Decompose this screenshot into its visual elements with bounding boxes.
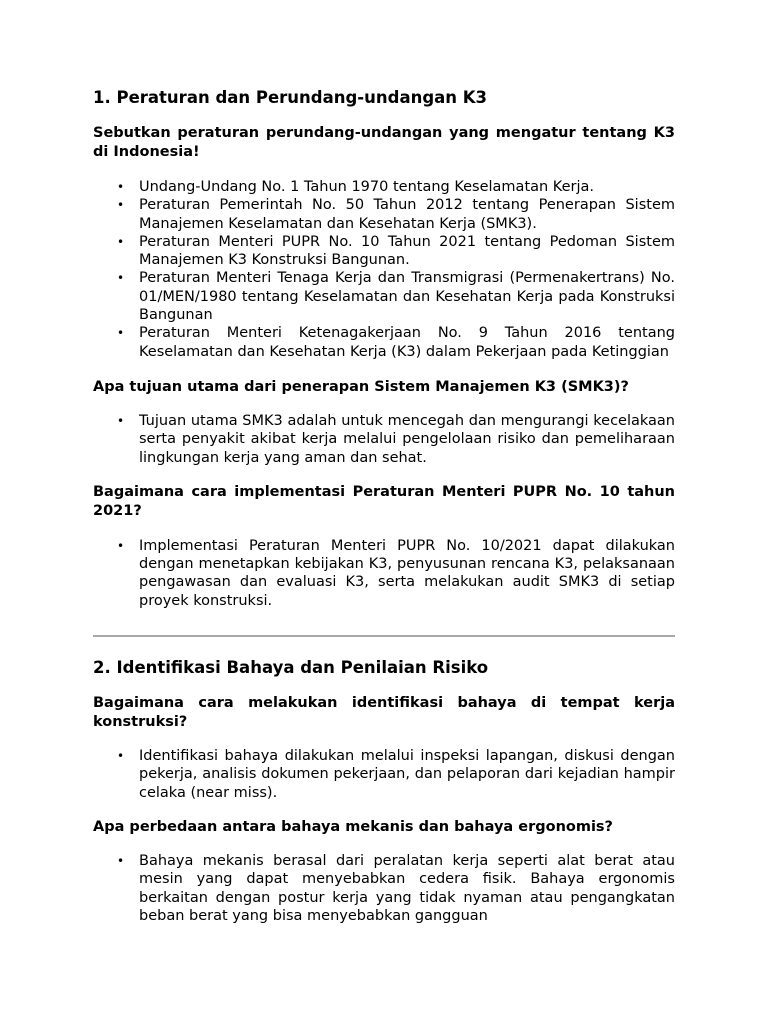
list-item: • Undang-Undang No. 1 Tahun 1970 tentang Keselamatan Kerja. [139,178,675,196]
answer-list-1-3 [93,537,675,610]
answer-list-2-2 [93,852,675,925]
answer-list-1-2 [93,412,675,467]
answer-list-1-1 [93,178,675,361]
list-item: • Tujuan utama SMK3 adalah untuk mencegah dan mengurangi kecelakaan serta penyakit akibat kerja melalui pengelolaan risiko dan pemeliharaan lingkungan kerja yang aman dan sehat. [139,412,675,467]
section-divider [93,635,675,637]
question-1-1: Sebutkan peraturan perundang-undangan yang mengatur tentang K3 di Indonesia! [93,125,675,160]
section-2-title: 2. Identifikasi Bahaya dan Penilaian Risiko [93,658,489,678]
question-1-3: Bagaimana cara implementasi Peraturan Menteri PUPR No. 10 tahun 2021? [93,483,675,519]
question-2-2: Apa perbedaan antara bahaya mekanis dan bahaya ergonomis? [93,818,613,835]
list-item: • Peraturan Menteri PUPR No. 10 Tahun 2021 tentang Pedoman Sistem Manajemen K3 Konstruksi Bangunan. [139,233,675,270]
list-item: • Identifikasi bahaya dilakukan melalui inspeksi lapangan, diskusi dengan pekerja, analisis dokumen pekerjaan, dan pelaporan dari kejadian hampir celaka (near miss). [139,747,675,802]
list-item: • Peraturan Menteri Ketenagakerjaan No. 9 Tahun 2016 tentang Keselamatan dan Kesehatan Kerja (K3) dalam Pekerjaan pada Ketinggian [139,324,675,361]
list-item: • Peraturan Menteri Tenaga Kerja dan Transmigrasi (Permenakertrans) No. 01/MEN/1980 tentang Keselamatan dan Kesehatan Kerja pada Konstruksi Bangunan [139,269,675,324]
document-page [93,86,675,925]
section-1-title: 1. Peraturan dan Perundang-undangan K3 [93,88,488,107]
question-2-1: Bagaimana cara melakukan identifikasi bahaya di tempat kerja konstruksi? [93,695,675,731]
answer-list-2-1 [93,747,675,802]
list-item: • Implementasi Peraturan Menteri PUPR No. 10/2021 dapat dilakukan dengan menetapkan kebijakan K3, penyusunan rencana K3, pelaksanaan pengawasan dan evaluasi K3, serta melakukan audit SMK3 di setiap proyek konstruksi. [139,537,675,610]
list-item: • Peraturan Pemerintah No. 50 Tahun 2012 tentang Penerapan Sistem Manajemen Keselamatan dan Kesehatan Kerja (SMK3). [139,196,675,233]
question-1-2: Apa tujuan utama dari penerapan Sistem Manajemen K3 (SMK3)? [93,378,629,395]
list-item: • Bahaya mekanis berasal dari peralatan kerja seperti alat berat atau mesin yang dapat menyebabkan cedera fisik. Bahaya ergonomis berkaitan dengan postur kerja yang tidak nyaman atau pengangkatan beban berat yang bisa menyebabkan gangguan [139,852,675,925]
